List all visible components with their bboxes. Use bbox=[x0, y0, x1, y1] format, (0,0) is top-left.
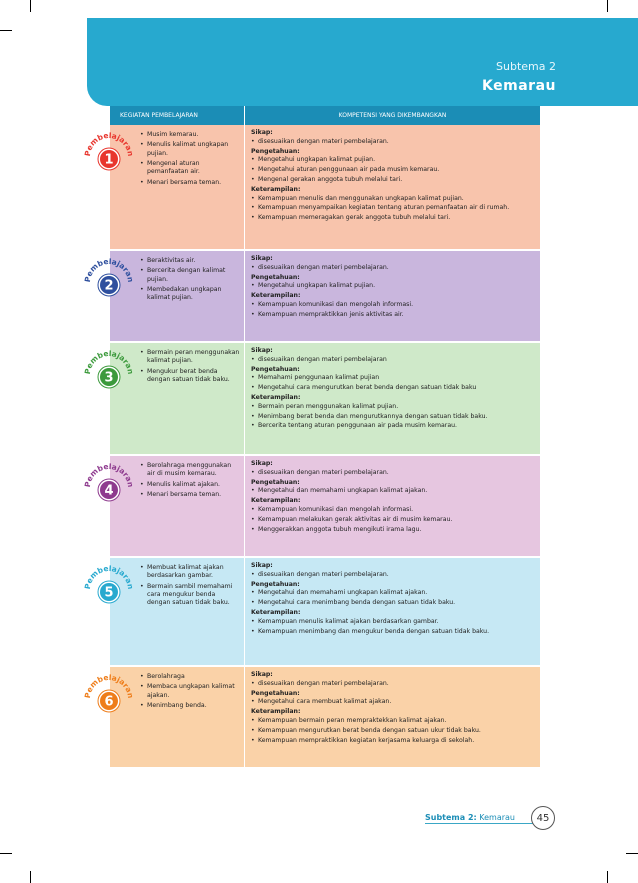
activity-item: • Menari bersama teman. bbox=[140, 179, 240, 187]
keterampilan-heading: Keterampilan: bbox=[251, 393, 301, 401]
competency-table bbox=[83, 106, 540, 769]
competency-item: • Mengetahui dan memahami ungkapan kalimat ajakan. bbox=[251, 589, 534, 598]
badge-label: Pembelajaran bbox=[83, 130, 135, 157]
sikap-heading: Sikap: bbox=[251, 347, 273, 354]
competency-item: • Mengetahui aturan penggunaan air pada musim kemarau. bbox=[251, 166, 534, 175]
activities-cell bbox=[83, 343, 245, 454]
competency-item: • Bercerita tentang aturan penggunaan air pada musim kemarau. bbox=[251, 422, 534, 431]
competency-item: • Kemampuan menulis kalimat ajakan berdasarkan gambar. bbox=[251, 618, 534, 627]
keterampilan-list bbox=[251, 301, 534, 320]
footer-divider bbox=[425, 823, 535, 824]
activities-cell bbox=[83, 125, 245, 249]
lesson-badge bbox=[83, 127, 135, 179]
competency-item: • Mengetahui cara menimbang benda dengan satuan tidak baku. bbox=[251, 599, 534, 608]
pengetahuan-list bbox=[251, 156, 534, 184]
pengetahuan-list bbox=[251, 589, 534, 608]
competency-item: • Kemampuan mengurutkan berat benda dengan satuan ukur tidak baku. bbox=[251, 727, 534, 736]
crop-mark bbox=[607, 0, 608, 12]
activity-item: • Musim kemarau. bbox=[140, 131, 240, 139]
competency-item: • Kemampuan menyampaikan kegiatan tentang aturan pemanfaatan air di rumah. bbox=[251, 204, 534, 213]
lesson-badge bbox=[83, 669, 135, 721]
badge-label: Pembelajaran bbox=[83, 348, 135, 375]
competencies-cell bbox=[245, 456, 540, 556]
crop-mark bbox=[607, 871, 608, 883]
keterampilan-list bbox=[251, 717, 534, 745]
header-title: Kemarau bbox=[482, 78, 556, 94]
sikap-list bbox=[251, 264, 534, 273]
competency-item: • Bermain peran menggunakan kalimat pujian. bbox=[251, 403, 534, 412]
footer-subtema bbox=[425, 813, 515, 822]
activity-item: • Menari bersama teman. bbox=[140, 491, 240, 499]
crop-mark bbox=[30, 871, 31, 883]
competency-item: • disesuaikan dengan materi pembelajaran. bbox=[251, 571, 534, 580]
sikap-heading: Sikap: bbox=[251, 562, 273, 569]
competency-item: • Mengetahui cara mengurutkan berat benda dengan satuan tidak baku bbox=[251, 384, 534, 393]
column-header-competencies: KOMPETENSI YANG DIKEMBANGKAN bbox=[338, 112, 447, 119]
keterampilan-heading: Keterampilan: bbox=[251, 292, 301, 300]
crop-mark bbox=[0, 30, 12, 31]
badge-label: Pembelajaran bbox=[83, 461, 135, 488]
table-row bbox=[83, 456, 540, 558]
pengetahuan-list bbox=[251, 282, 534, 291]
badge-number: 3 bbox=[104, 370, 114, 386]
competency-item: • Kemampuan menulis dan menggunakan ungkapan kalimat pujian. bbox=[251, 195, 534, 204]
competency-item: • disesuaikan dengan materi pembelajaran. bbox=[251, 138, 534, 147]
badge-number: 4 bbox=[104, 483, 114, 499]
competency-item: • Kemampuan melakukan gerak aktivitas air di musim kemarau. bbox=[251, 516, 534, 525]
activity-item: • Beraktivitas air. bbox=[140, 257, 240, 265]
activity-item: • Mengukur berat benda dengan satuan tidak baku. bbox=[140, 368, 240, 385]
activity-list bbox=[140, 673, 240, 710]
activity-item: • Membedakan ungkapan kalimat pujian. bbox=[140, 286, 240, 303]
activity-item: • Berolahraga menggunakan air di musim kemarau. bbox=[140, 462, 240, 479]
header-subtitle: Subtema 2 bbox=[496, 60, 556, 73]
pengetahuan-list bbox=[251, 374, 534, 393]
activity-item: • Menimbang benda. bbox=[140, 702, 240, 710]
activity-item: • Berolahraga bbox=[140, 673, 240, 681]
competency-item: • Memahami penggunaan kalimat pujian bbox=[251, 374, 534, 383]
activities-cell bbox=[83, 251, 245, 341]
footer-subtema-label: Subtema 2: bbox=[425, 813, 477, 822]
competency-item: • Kemampuan mempraktikkan jenis aktivitas air. bbox=[251, 311, 534, 320]
lesson-badge bbox=[83, 253, 135, 305]
activity-list bbox=[140, 564, 240, 608]
competency-item: • Mengetahui ungkapan kalimat pujian. bbox=[251, 156, 534, 165]
sikap-list bbox=[251, 680, 534, 689]
pengetahuan-heading: Pengetahuan: bbox=[251, 580, 300, 588]
crop-mark bbox=[30, 0, 31, 12]
activity-item: • Bermain peran menggunakan kalimat pujian. bbox=[140, 349, 240, 366]
keterampilan-heading: Keterampilan: bbox=[251, 608, 301, 616]
crop-mark bbox=[626, 853, 638, 854]
competency-item: • Mengenal gerakan anggota tubuh melalui tari. bbox=[251, 176, 534, 185]
competency-item: • disesuaikan dengan materi pembelajaran bbox=[251, 356, 534, 365]
pengetahuan-list bbox=[251, 698, 534, 707]
badge-number: 6 bbox=[104, 694, 114, 710]
sikap-heading: Sikap: bbox=[251, 671, 273, 678]
competencies-cell bbox=[245, 343, 540, 454]
competency-item: • Mengetahui ungkapan kalimat pujian. bbox=[251, 282, 534, 291]
competency-item: • Kemampuan menimbang dan mengukur benda dengan satuan tidak baku. bbox=[251, 628, 534, 637]
sikap-list bbox=[251, 356, 534, 365]
keterampilan-list bbox=[251, 618, 534, 637]
competencies-cell bbox=[245, 558, 540, 665]
lesson-badge bbox=[83, 345, 135, 397]
competency-item: • disesuaikan dengan materi pembelajaran. bbox=[251, 680, 534, 689]
sikap-heading: Sikap: bbox=[251, 255, 273, 262]
pengetahuan-heading: Pengetahuan: bbox=[251, 365, 300, 373]
activity-item: • Menulis kalimat ajakan. bbox=[140, 481, 240, 489]
keterampilan-list bbox=[251, 506, 534, 534]
table-header bbox=[110, 106, 540, 125]
competencies-cell bbox=[245, 251, 540, 341]
sikap-list bbox=[251, 571, 534, 580]
activity-list bbox=[140, 462, 240, 499]
table-row bbox=[83, 558, 540, 667]
activity-item: • Bermain sambil memahami cara mengukur benda dengan satuan tidak baku. bbox=[140, 583, 240, 608]
pengetahuan-list bbox=[251, 487, 534, 496]
keterampilan-heading: Keterampilan: bbox=[251, 708, 301, 716]
column-header-activities: KEGIATAN PEMBELAJARAN bbox=[110, 106, 245, 125]
activity-item: • Bercerita dengan kalimat pujian. bbox=[140, 267, 240, 284]
page-number: 45 bbox=[531, 806, 555, 830]
table-body bbox=[83, 125, 540, 769]
sikap-list bbox=[251, 138, 534, 147]
competency-item: • disesuaikan dengan materi pembelajaran. bbox=[251, 469, 534, 478]
activity-item: • Menulis kalimat ungkapan pujian. bbox=[140, 141, 240, 158]
competencies-cell bbox=[245, 667, 540, 767]
competency-item: • Kemampuan mempraktikkan kegiatan kerjasama keluarga di sekolah. bbox=[251, 737, 534, 746]
competency-item: • Kemampuan memeragakan gerak anggota tubuh melalui tari. bbox=[251, 214, 534, 223]
activities-cell bbox=[83, 667, 245, 767]
activities-cell bbox=[83, 456, 245, 556]
competency-item: • Mengetahui dan memahami ungkapan kalimat ajakan. bbox=[251, 487, 534, 496]
pengetahuan-heading: Pengetahuan: bbox=[251, 689, 300, 697]
keterampilan-list bbox=[251, 195, 534, 223]
keterampilan-heading: Keterampilan: bbox=[251, 497, 301, 505]
competencies-cell bbox=[245, 125, 540, 249]
competency-item: • Menimbang berat benda dan mengurutkannya dengan satuan tidak baku. bbox=[251, 413, 534, 422]
table-row bbox=[83, 343, 540, 456]
sikap-heading: Sikap: bbox=[251, 129, 273, 136]
lesson-badge bbox=[83, 458, 135, 510]
footer-subtema-name: Kemarau bbox=[479, 813, 515, 822]
activity-item: • Mengenal aturan pemanfaatan air. bbox=[140, 160, 240, 177]
activity-item: • Membuat kalimat ajakan berdasarkan gambar. bbox=[140, 564, 240, 581]
pengetahuan-heading: Pengetahuan: bbox=[251, 273, 300, 281]
competency-item: • Mengetahui cara membuat kalimat ajakan. bbox=[251, 698, 534, 707]
keterampilan-list bbox=[251, 403, 534, 431]
activity-list bbox=[140, 257, 240, 303]
badge-number: 5 bbox=[104, 585, 114, 601]
badge-number: 2 bbox=[104, 278, 114, 294]
table-row bbox=[83, 125, 540, 251]
badge-label: Pembelajaran bbox=[83, 256, 135, 283]
competency-item: • Kemampuan bermain peran mempraktekkan kalimat ajakan. bbox=[251, 717, 534, 726]
competency-item: • Kemampuan komunikasi dan mengolah informasi. bbox=[251, 506, 534, 515]
competency-item: • Menggerakkan anggota tubuh mengikuti irama lagu. bbox=[251, 526, 534, 535]
sikap-list bbox=[251, 469, 534, 478]
badge-label: Pembelajaran bbox=[83, 672, 135, 699]
pengetahuan-heading: Pengetahuan: bbox=[251, 147, 300, 155]
badge-number: 1 bbox=[104, 152, 114, 168]
competency-item: • disesuaikan dengan materi pembelajaran. bbox=[251, 264, 534, 273]
badge-label: Pembelajaran bbox=[83, 563, 135, 590]
activity-item: • Membaca ungkapan kalimat ajakan. bbox=[140, 683, 240, 700]
activity-list bbox=[140, 349, 240, 384]
table-row bbox=[83, 667, 540, 769]
table-row bbox=[83, 251, 540, 343]
activity-list bbox=[140, 131, 240, 187]
competency-item: • Kemampuan komunikasi dan mengolah informasi. bbox=[251, 301, 534, 310]
activities-cell bbox=[83, 558, 245, 665]
sikap-heading: Sikap: bbox=[251, 460, 273, 467]
lesson-badge bbox=[83, 560, 135, 612]
keterampilan-heading: Keterampilan: bbox=[251, 185, 301, 193]
crop-mark bbox=[0, 853, 12, 854]
pengetahuan-heading: Pengetahuan: bbox=[251, 478, 300, 486]
